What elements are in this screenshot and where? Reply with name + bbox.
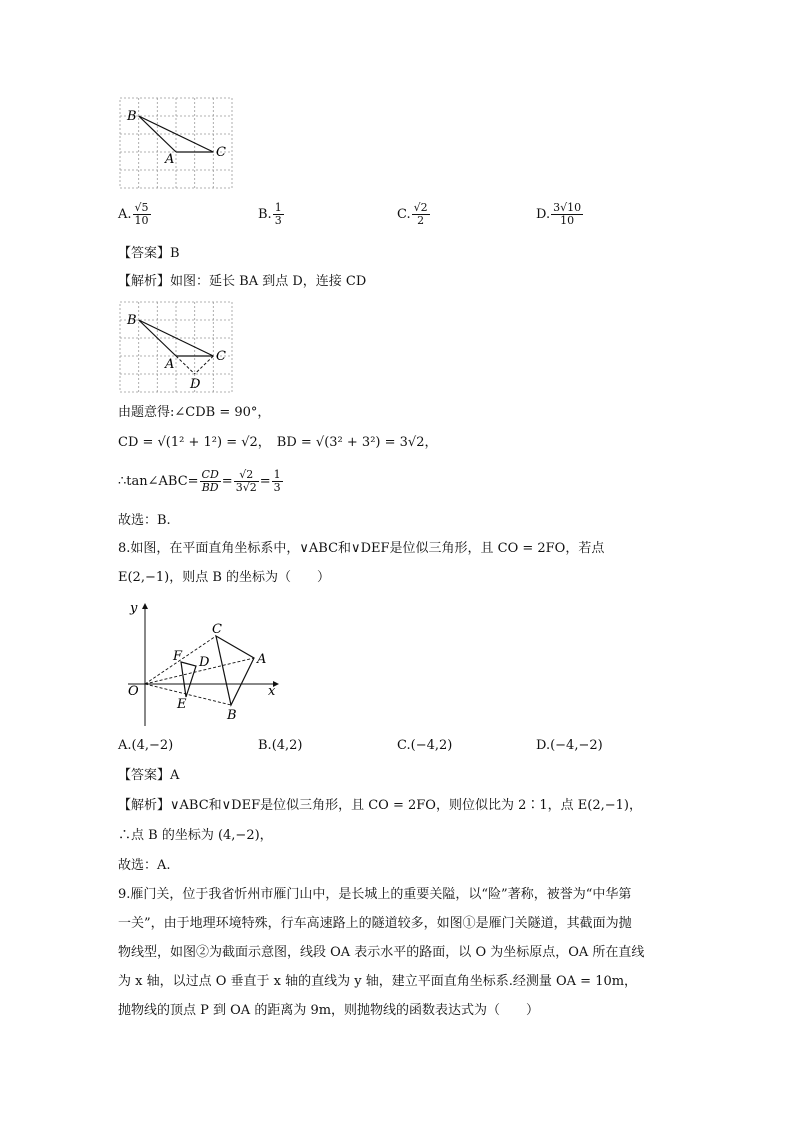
fig3-label-x: x	[268, 684, 276, 699]
fig2-label-a: A	[165, 357, 175, 372]
q7-figure-analysis	[118, 300, 236, 395]
fig2-label-c: C	[216, 349, 226, 364]
q8-analysis-line2: ∴点 B 的坐标为 (4,−2)，	[118, 828, 273, 843]
q7-step2: CD = √(1² + 1²) = √2， BD = √(3² + 3²) = 3√2，	[118, 435, 438, 450]
q8-answer: 【答案】A	[118, 768, 180, 783]
q8-stem-line1: 8.如图，在平面直角坐标系中，∨ABC和∨DEF是位似三角形，且 CO = 2FO，若点	[118, 541, 605, 556]
fig1-label-c: C	[216, 145, 226, 160]
q8-option-b: B.(4,2)	[258, 738, 303, 753]
q8-analysis-line1: 【解析】∨ABC和∨DEF是位似三角形，且 CO = 2FO，则位似比为 2∶1，点 E(2,−1)，	[118, 798, 642, 813]
fig3-label-a: A	[257, 652, 267, 667]
q9-line2: 一关”，由于地理环境特殊，行车高速路上的隧道较多，如图①是雁门关隧道，其截面为抛	[118, 916, 632, 931]
fig3-label-c: C	[212, 622, 222, 637]
q7-step1: 由题意得:∠CDB = 90°，	[118, 405, 271, 420]
q7-conclusion: 故选：B.	[118, 513, 171, 528]
q7-option-d: D. $\frac{3√10}{10}$	[536, 201, 582, 227]
q7-answer: 【答案】B	[118, 246, 180, 261]
fig3-label-y: y	[130, 601, 138, 616]
fig3-label-f: F	[173, 649, 183, 664]
fig3-label-d: D	[199, 655, 210, 670]
fig2-label-d: D	[190, 377, 201, 392]
q9-line1: 9.雁门关，位于我省忻州市雁门山中，是长城上的重要关隘，以“险”著称，被誉为“中华第	[118, 887, 632, 902]
fig1-label-b: B	[127, 109, 137, 124]
q7-option-c: C. $\frac{√2}{2}$	[397, 201, 428, 227]
fig2-label-b: B	[127, 313, 137, 328]
q8-stem-line2: E(2,−1)，则点 B 的坐标为（ ）	[118, 570, 331, 585]
q8-option-a: A.(4,−2)	[118, 738, 174, 753]
fig3-label-e: E	[177, 697, 187, 712]
q9-line3: 物线型，如图②为截面示意图，线段 OA 表示水平的路面，以 O 为坐标原点，OA 所在直线	[118, 945, 645, 960]
q7-option-a: A. $\frac{√5}{10}$	[118, 201, 149, 227]
q8-option-d: D.(−4,−2)	[536, 738, 603, 753]
q9-line5: 抛物线的顶点 P 到 OA 的距离为 9m，则抛物线的函数表达式为（ ）	[118, 1003, 540, 1018]
fig1-label-a: A	[165, 152, 175, 167]
fig3-label-o: O	[128, 684, 139, 699]
q8-option-c: C.(−4,2)	[397, 738, 453, 753]
q7-option-b: B. $\frac{1}{3}$	[258, 201, 282, 227]
q7-figure-grid-triangle	[118, 96, 236, 191]
q7-analysis-line1: 【解析】如图：延长 BA 到点 D，连接 CD	[118, 274, 367, 289]
q8-conclusion: 故选：A.	[118, 858, 171, 873]
q7-step3: ∴tan∠ABC= $\frac{CD}{BD}$ = $\frac{√2}{3√2}$ = $\frac{1}{3}$	[118, 468, 281, 494]
fig3-label-b: B	[227, 708, 237, 723]
q8-figure-coordinate	[118, 598, 288, 728]
q9-line4: 为 x 轴，以过点 O 垂直于 x 轴的直线为 y 轴，建立平面直角坐标系.经测量 OA = 10m，	[118, 974, 638, 989]
